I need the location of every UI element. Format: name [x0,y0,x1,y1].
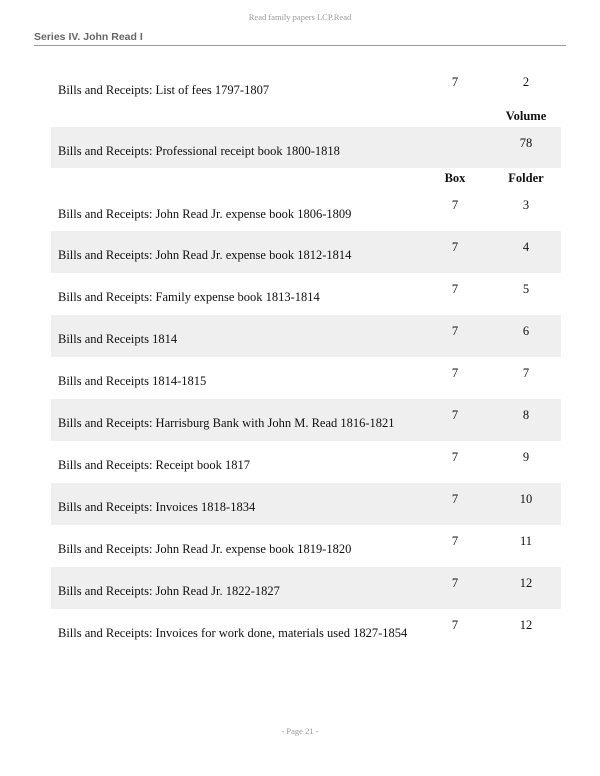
item-box: 7 [451,408,459,422]
item-box: 7 [451,198,459,212]
item-box: 7 [451,282,459,296]
item-description: Bills and Receipts: John Read Jr. expense book 1812-1814 [58,248,352,262]
item-folder: 6 [522,324,530,338]
list-item [51,609,561,651]
column-header-box: Box [444,171,466,185]
series-title: Series IV. John Read I [34,31,143,43]
item-description: Bills and Receipts: Invoices 1818-1834 [58,500,256,514]
item-box: 7 [451,618,459,632]
running-head: Read family papers LCP.Read [248,12,352,22]
item-box: 7 [451,240,459,254]
item-folder: 7 [522,366,530,380]
list-item [51,525,561,567]
item-folder: 2 [522,75,530,89]
item-folder: 12 [519,618,533,632]
container-list [51,66,561,651]
item-description: Bills and Receipts: List of fees 1797-1807 [58,83,270,97]
item-box: 7 [451,576,459,590]
item-description: Bills and Receipts: Invoices for work done, materials used 1827-1854 [58,626,408,640]
item-folder: 9 [522,450,530,464]
item-folder: 11 [519,534,533,548]
column-header-volume: Volume [505,109,547,123]
list-item [51,483,561,525]
list-item [51,441,561,483]
item-box: 7 [451,492,459,506]
item-folder: 4 [522,240,530,254]
item-box: 7 [451,324,459,338]
list-item [51,357,561,399]
item-box: 7 [451,450,459,464]
list-item [51,273,561,315]
column-header-folder: Folder [508,171,544,185]
item-description: Bills and Receipts: John Read Jr. 1822-1827 [58,584,280,598]
item-box: 7 [451,534,459,548]
list-item [51,399,561,441]
item-folder: 12 [519,576,533,590]
list-item [51,567,561,609]
item-folder: 5 [522,282,530,296]
header-divider [34,45,566,46]
list-item [51,315,561,357]
page-number: - Page 21 - [281,726,319,736]
volume-header [51,106,561,127]
list-item [51,127,561,168]
item-volume: 78 [519,136,533,150]
item-description: Bills and Receipts: Family expense book 1813-1814 [58,290,320,304]
item-box: 7 [451,366,459,380]
item-folder: 8 [522,408,530,422]
list-item [51,66,561,106]
item-description: Bills and Receipts: John Read Jr. expense book 1806-1809 [58,207,352,221]
item-folder: 10 [519,492,533,506]
list-item [51,231,561,273]
item-description: Bills and Receipts: Harrisburg Bank with John M. Read 1816-1821 [58,416,395,430]
item-description: Bills and Receipts 1814-1815 [58,374,207,388]
item-description: Bills and Receipts: Professional receipt book 1800-1818 [58,144,340,158]
list-item [51,189,561,231]
item-description: Bills and Receipts 1814 [58,332,178,346]
box-folder-header [51,168,561,189]
item-folder: 3 [522,198,530,212]
item-description: Bills and Receipts: John Read Jr. expense book 1819-1820 [58,542,352,556]
item-description: Bills and Receipts: Receipt book 1817 [58,458,250,472]
item-box: 7 [451,75,459,89]
